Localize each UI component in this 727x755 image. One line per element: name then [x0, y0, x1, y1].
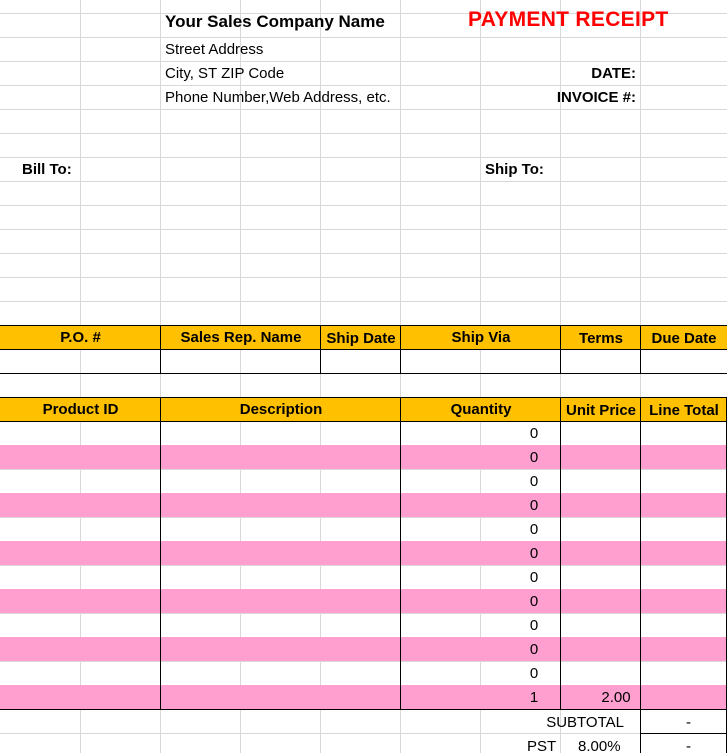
- company-address: Street Address: [165, 41, 264, 58]
- tax-label: PST: [527, 738, 557, 755]
- table-row[interactable]: [0, 469, 727, 493]
- unit-price-header: Unit Price: [565, 402, 637, 419]
- order-divider: [560, 325, 561, 374]
- items-divider: [400, 397, 401, 709]
- terms-header: Terms: [579, 330, 623, 347]
- table-row[interactable]: [0, 541, 727, 565]
- subtotal-value: -: [686, 714, 691, 731]
- items-divider: [640, 397, 641, 753]
- ship-date-header: Ship Date: [326, 330, 396, 347]
- order-divider: [160, 325, 161, 374]
- unit-price-cell[interactable]: 2.00: [601, 689, 631, 706]
- company-city: City, ST ZIP Code: [165, 65, 285, 82]
- items-bottom-border: [0, 709, 727, 710]
- subtotal-label: SUBTOTAL: [546, 714, 624, 731]
- ship-via-header: Ship Via: [451, 329, 511, 346]
- due-date-header: Due Date: [651, 330, 717, 347]
- ship-to-label: Ship To:: [485, 161, 544, 178]
- quantity-cell[interactable]: 0: [529, 593, 539, 610]
- product-id-header: Product ID: [42, 401, 119, 418]
- table-row[interactable]: [0, 637, 727, 661]
- bill-to-label: Bill To:: [22, 161, 72, 178]
- company-name: Your Sales Company Name: [165, 12, 385, 31]
- tax-rate: 8.00%: [578, 738, 621, 755]
- table-row[interactable]: [0, 493, 727, 517]
- table-row[interactable]: [0, 421, 727, 445]
- receipt-title: PAYMENT RECEIPT: [468, 8, 669, 31]
- subtotal-bottom-border: [640, 733, 727, 734]
- order-divider: [320, 325, 321, 374]
- table-row[interactable]: [0, 589, 727, 613]
- quantity-cell[interactable]: 0: [529, 545, 539, 562]
- quantity-cell[interactable]: 0: [529, 521, 539, 538]
- quantity-cell[interactable]: 0: [529, 425, 539, 442]
- table-row[interactable]: [0, 445, 727, 469]
- items-divider: [560, 397, 561, 709]
- quantity-cell[interactable]: 0: [529, 449, 539, 466]
- invoice-label: INVOICE #:: [556, 89, 636, 106]
- order-divider: [640, 325, 641, 374]
- date-label: DATE:: [591, 65, 636, 82]
- sales-rep-header: Sales Rep. Name: [180, 329, 302, 346]
- quantity-cell[interactable]: 0: [529, 473, 539, 490]
- description-header: Description: [239, 401, 323, 418]
- quantity-cell[interactable]: 0: [529, 569, 539, 586]
- quantity-cell[interactable]: 0: [529, 497, 539, 514]
- company-contact: Phone Number,Web Address, etc.: [165, 89, 391, 106]
- table-row[interactable]: [0, 517, 727, 541]
- table-row[interactable]: [0, 565, 727, 589]
- quantity-cell[interactable]: 0: [529, 617, 539, 634]
- quantity-header: Quantity: [450, 401, 512, 418]
- tax-value: -: [686, 738, 691, 755]
- quantity-cell[interactable]: 1: [529, 689, 539, 706]
- table-row[interactable]: [0, 613, 727, 637]
- po-header: P.O. #: [60, 329, 101, 346]
- order-entry-row[interactable]: [0, 349, 727, 374]
- quantity-cell[interactable]: 0: [529, 665, 539, 682]
- items-divider: [160, 397, 161, 709]
- order-divider: [400, 325, 401, 374]
- table-row[interactable]: [0, 661, 727, 685]
- quantity-cell[interactable]: 0: [529, 641, 539, 658]
- line-total-header: Line Total: [649, 402, 719, 419]
